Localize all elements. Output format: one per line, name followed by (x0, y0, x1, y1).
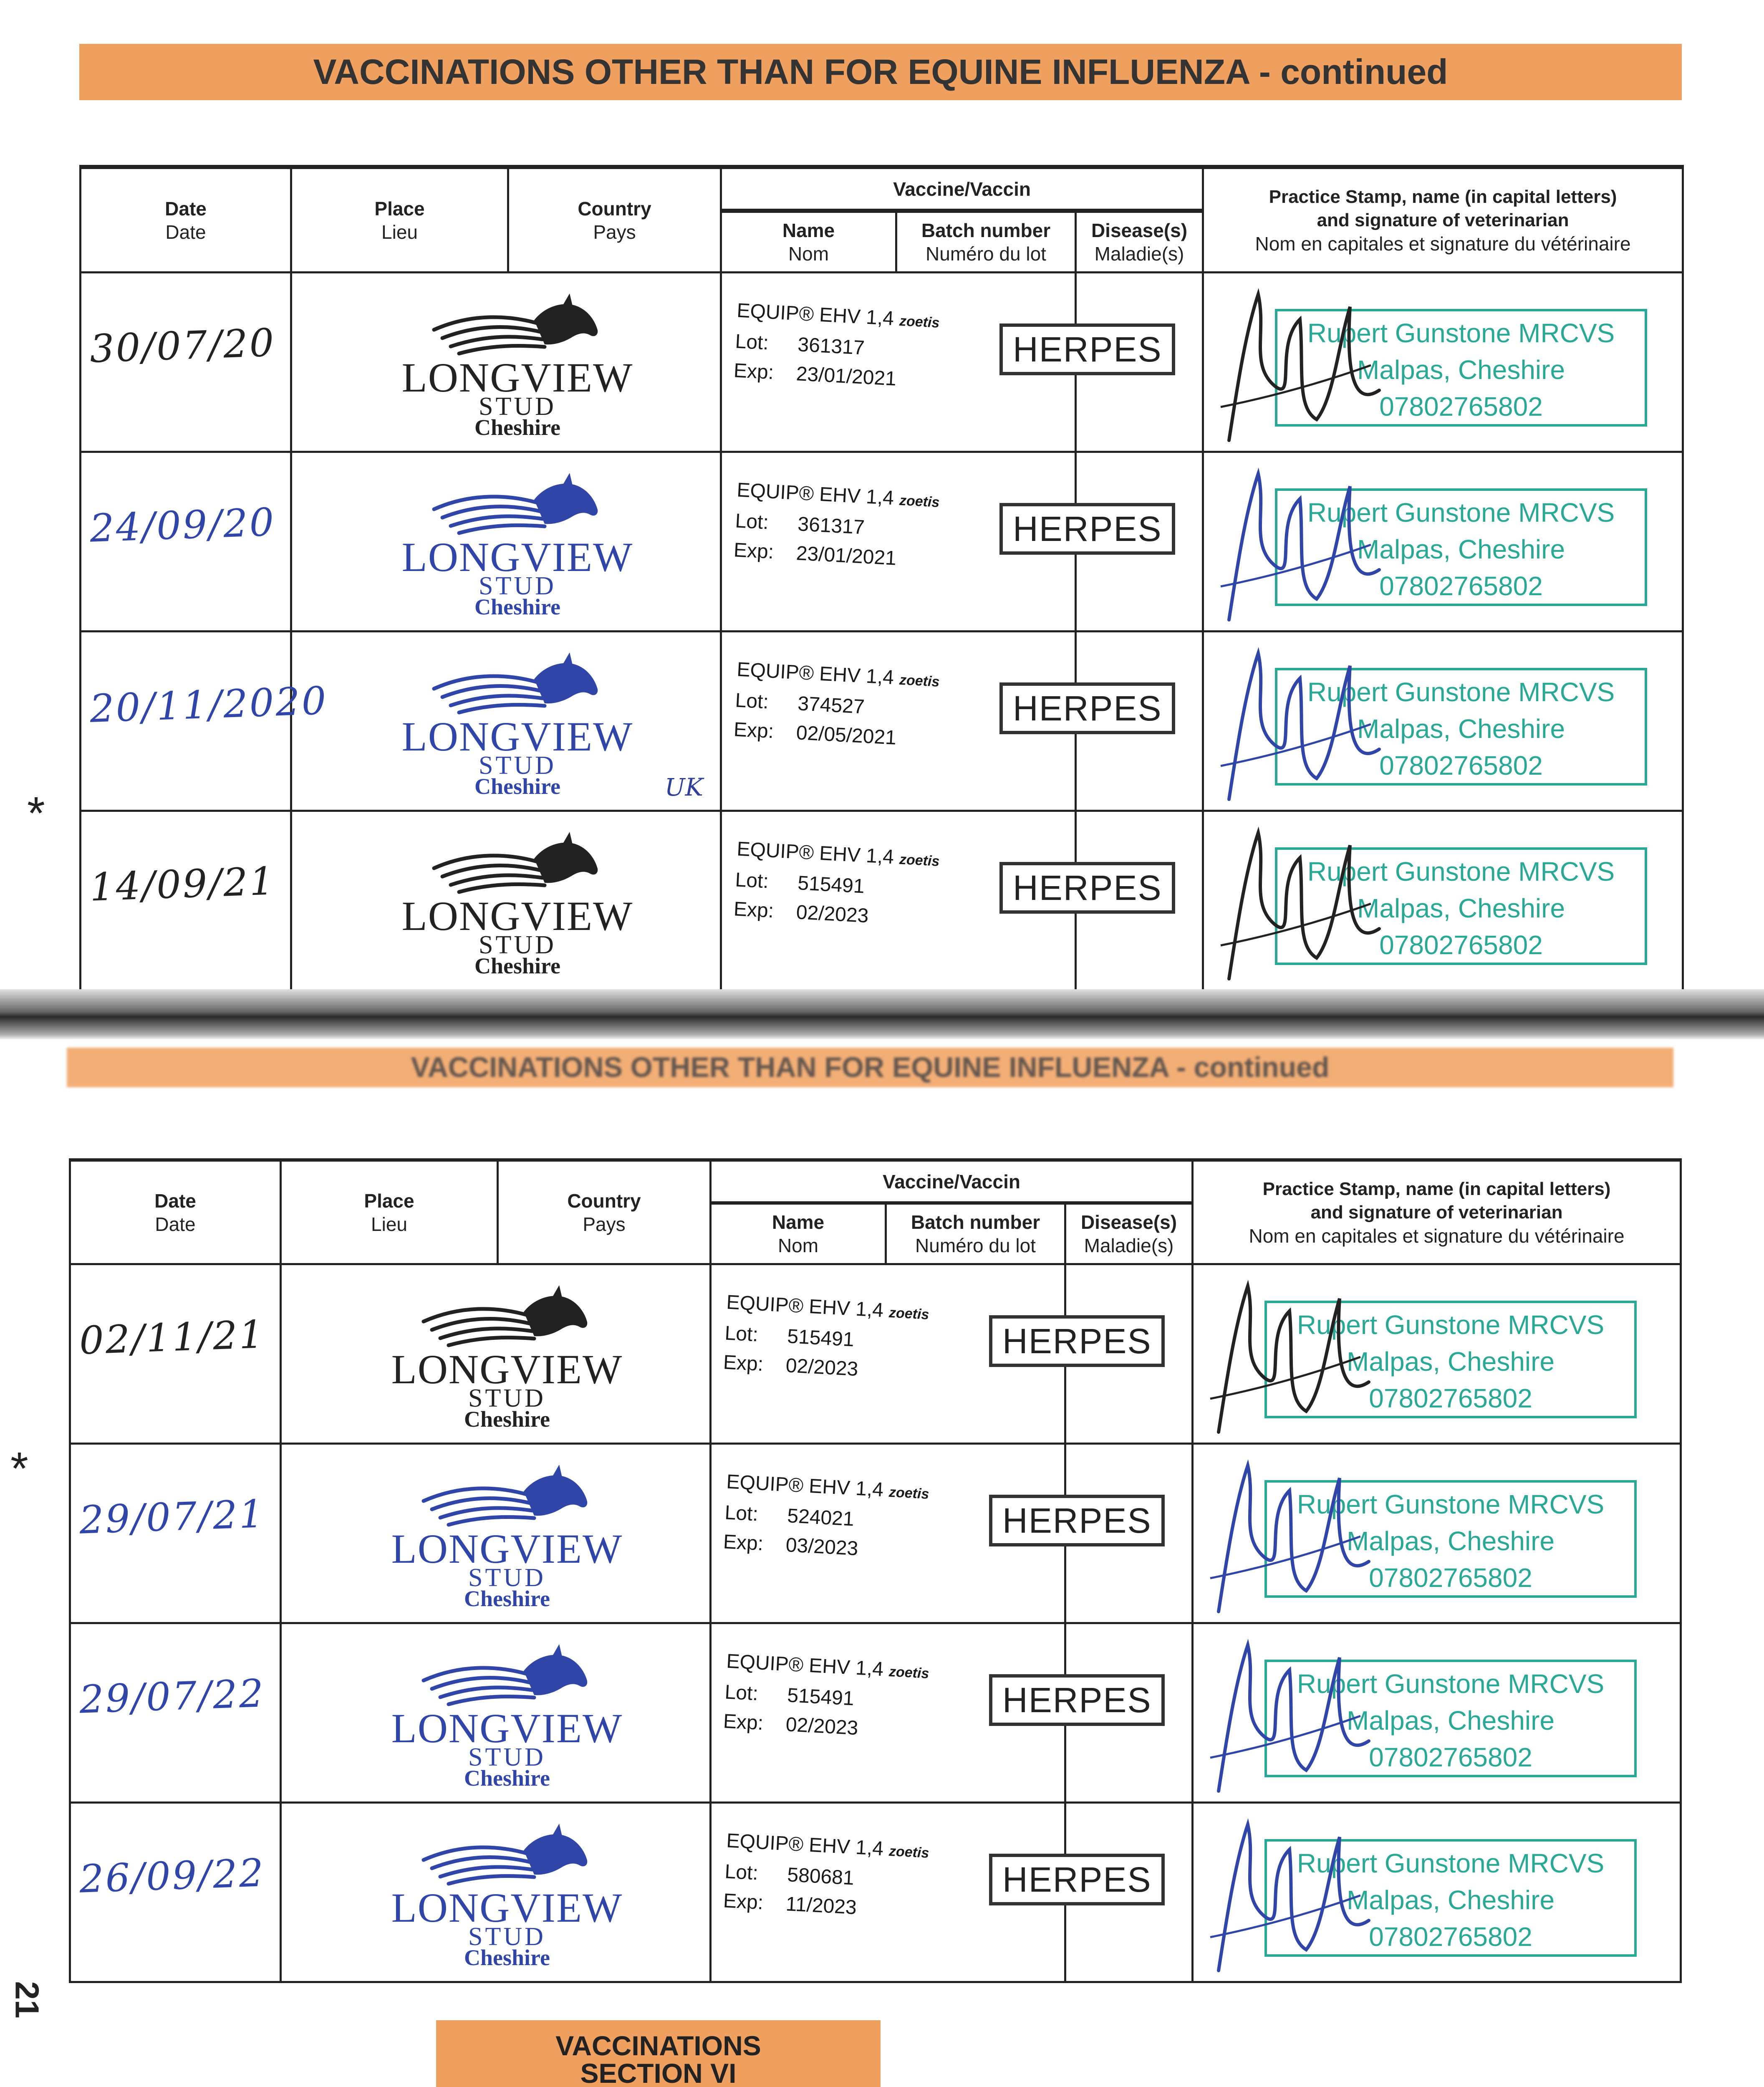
signature-icon (1202, 1632, 1377, 1799)
vaccine-name: EQUIP® EHV 1,4 (726, 1650, 884, 1681)
vet-place: Malpas, Cheshire (1357, 534, 1565, 564)
lot-value: 515491 (787, 1325, 855, 1351)
vet-place: Malpas, Cheshire (1347, 1347, 1555, 1377)
exp-value: 11/2023 (785, 1893, 858, 1919)
herpes-stamp: HERPES (999, 323, 1175, 375)
handwritten-date: 30/07/20 (89, 320, 276, 371)
handwritten-date: 29/07/21 (78, 1491, 266, 1543)
country-note: UK (664, 773, 703, 801)
signature-icon (1202, 1812, 1377, 1979)
vet-place: Malpas, Cheshire (1347, 1705, 1555, 1736)
lot-key: Lot: (724, 1501, 759, 1526)
vet-stamp-cell (1002, 1264, 1681, 1444)
date-cell (70, 1444, 281, 1623)
batch-number-header: Batch number Numéro du lot (886, 1203, 1065, 1264)
handwritten-date: 26/09/22 (78, 1850, 266, 1902)
vet-phone: 07802765802 (1379, 930, 1543, 960)
brand-zoetis: zoetis (888, 1843, 930, 1861)
herpes-stamp: HERPES (989, 1495, 1165, 1546)
longview-stud-stamp (390, 1282, 624, 1432)
vet-phone: 07802765802 (1379, 750, 1543, 781)
batch-number-header: Batch number Numéro du lot (896, 211, 1076, 273)
logo-line1: LONGVIEW (391, 1885, 623, 1931)
longview-stud-stamp (401, 649, 634, 799)
place-header: Place Lieu (291, 167, 508, 273)
logo-line3: Cheshire (464, 1766, 550, 1791)
brand-zoetis: zoetis (888, 1484, 930, 1502)
vet-phone: 07802765802 (1379, 571, 1543, 601)
vet-name: Rupert Gunstone MRCVS (1297, 1848, 1605, 1878)
vet-stamp-cell (1002, 1803, 1681, 1982)
practice-stamp-header: Practice Stamp, name (in capital letters) and signature of veterinarian Nom en capitales et signature du vétérinaire (1203, 167, 1683, 273)
vaccination-table-bottom (69, 1158, 1682, 1983)
date-cell (70, 1264, 281, 1444)
logo-line1: LONGVIEW (401, 354, 633, 401)
exp-key: Exp: (733, 359, 775, 384)
place-header: Place Lieu (281, 1160, 498, 1264)
signature-icon (1212, 641, 1388, 808)
asterisk-mark-bottom: * (10, 1443, 28, 1494)
logo-line3: Cheshire (474, 774, 560, 799)
lot-key: Lot: (724, 1860, 759, 1885)
vet-stamp-cell (1013, 811, 1683, 990)
vet-stamp-cell (1013, 452, 1683, 632)
page-number: 21 (8, 1981, 46, 2019)
herpes-stamp: HERPES (999, 862, 1175, 914)
logo-line1: LONGVIEW (391, 1346, 623, 1392)
vaccine-label-sticker (721, 1288, 977, 1413)
exp-key: Exp: (733, 539, 775, 563)
vet-name: Rupert Gunstone MRCVS (1307, 677, 1615, 707)
vet-phone: 07802765802 (1369, 1922, 1532, 1952)
place-country-cell (281, 1264, 711, 1444)
longview-stud-stamp (401, 470, 634, 619)
logo-line3: Cheshire (474, 953, 560, 978)
vaccine-label-sticker (732, 296, 987, 422)
exp-key: Exp: (722, 1351, 764, 1376)
horse-head-icon (415, 1641, 591, 1712)
herpes-stamp: HERPES (989, 1854, 1165, 1905)
vaccine-label-sticker (732, 834, 987, 960)
handwritten-date: 20/11/2020 (89, 678, 328, 731)
lot-value: 524021 (787, 1505, 855, 1531)
logo-line3: Cheshire (464, 1945, 550, 1970)
horse-head-icon (426, 649, 601, 720)
vet-stamp-cell (1002, 1444, 1681, 1623)
brand-zoetis: zoetis (888, 1304, 930, 1323)
exp-key: Exp: (733, 718, 775, 743)
exp-key: Exp: (733, 898, 775, 922)
vet-place: Malpas, Cheshire (1357, 893, 1565, 923)
exp-value: 02/2023 (785, 1713, 859, 1740)
logo-line2: STUD (479, 931, 556, 959)
longview-stud-stamp (401, 829, 634, 978)
place-country-cell (281, 1444, 711, 1623)
longview-stud-stamp (390, 1641, 624, 1791)
lot-key: Lot: (734, 869, 770, 893)
lot-key: Lot: (734, 689, 770, 713)
vet-name: Rupert Gunstone MRCVS (1297, 1669, 1605, 1699)
horse-head-icon (415, 1282, 591, 1353)
section-tab[interactable] (436, 2020, 881, 2087)
lot-value: 580681 (787, 1864, 855, 1890)
table-row (70, 1623, 1681, 1803)
asterisk-mark-top: * (27, 788, 45, 839)
lot-value: 374527 (797, 692, 865, 718)
vaccine-name: EQUIP® EHV 1,4 (726, 1471, 884, 1501)
exp-value: 23/01/2021 (795, 542, 897, 570)
longview-stud-stamp (390, 1820, 624, 1970)
vet-stamp-cell (1013, 632, 1683, 811)
page-gutter (0, 989, 1764, 1039)
lot-key: Lot: (724, 1322, 759, 1346)
signature-icon (1212, 282, 1388, 449)
date-cell (70, 1803, 281, 1982)
exp-value: 02/2023 (785, 1354, 859, 1381)
date-cell (81, 452, 291, 632)
vet-place: Malpas, Cheshire (1357, 714, 1565, 744)
vaccine-label-sticker (732, 655, 987, 781)
herpes-stamp: HERPES (989, 1674, 1165, 1726)
handwritten-date: 24/09/20 (89, 500, 276, 551)
logo-line1: LONGVIEW (391, 1526, 623, 1572)
vaccine-label-sticker (721, 1467, 977, 1593)
logo-line3: Cheshire (474, 415, 560, 440)
horse-head-icon (426, 290, 601, 361)
horse-head-icon (426, 829, 601, 899)
vaccine-header: Vaccine/Vaccin (721, 167, 1203, 211)
horse-head-icon (426, 470, 601, 541)
exp-key: Exp: (722, 1531, 764, 1555)
logo-line2: STUD (468, 1384, 546, 1412)
lot-key: Lot: (724, 1681, 759, 1705)
vaccine-name: EQUIP® EHV 1,4 (726, 1829, 884, 1860)
name-header: Name Nom (711, 1203, 886, 1264)
vaccine-label-sticker (732, 475, 987, 601)
logo-line1: LONGVIEW (401, 713, 633, 760)
lot-key: Lot: (734, 330, 770, 354)
disease-header: Disease(s) Maladie(s) (1076, 211, 1203, 273)
vaccine-header: Vaccine/Vaccin (711, 1160, 1193, 1203)
section-banner-top: VACCINATIONS OTHER THAN FOR EQUINE INFLUENZA - continued (79, 44, 1682, 100)
exp-key: Exp: (722, 1710, 764, 1735)
date-cell (81, 811, 291, 990)
exp-value: 03/2023 (785, 1534, 859, 1560)
logo-line1: LONGVIEW (391, 1705, 623, 1751)
signature-icon (1202, 1453, 1377, 1620)
date-header: Date Date (81, 167, 291, 273)
place-country-cell (291, 632, 721, 811)
place-country-cell (291, 452, 721, 632)
section-tab-line2: SECTION VI (580, 2058, 737, 2087)
logo-line1: LONGVIEW (401, 534, 633, 580)
logo-line2: STUD (479, 572, 556, 600)
vet-name: Rupert Gunstone MRCVS (1297, 1310, 1605, 1340)
vet-name: Rupert Gunstone MRCVS (1297, 1489, 1605, 1519)
section-tab-line1: VACCINATIONS (555, 2030, 761, 2061)
country-header: Country Pays (508, 167, 721, 273)
vet-name: Rupert Gunstone MRCVS (1307, 318, 1615, 348)
table-row (81, 811, 1683, 990)
table-body-bottom (70, 1264, 1681, 1982)
vet-phone: 07802765802 (1379, 392, 1543, 422)
table-row (70, 1264, 1681, 1444)
exp-key: Exp: (722, 1890, 764, 1914)
date-cell (70, 1623, 281, 1803)
logo-line3: Cheshire (464, 1407, 550, 1432)
herpes-stamp: HERPES (999, 503, 1175, 555)
lot-value: 515491 (797, 872, 865, 898)
exp-value: 02/05/2021 (795, 722, 897, 749)
vaccine-label-sticker (721, 1826, 977, 1952)
vet-phone: 07802765802 (1369, 1563, 1532, 1593)
logo-line2: STUD (468, 1923, 546, 1951)
vet-stamp-cell (1002, 1623, 1681, 1803)
lot-key: Lot: (734, 510, 770, 534)
vet-stamp-cell (1013, 273, 1683, 452)
vaccine-name: EQUIP® EHV 1,4 (736, 299, 895, 330)
handwritten-date: 29/07/22 (78, 1671, 266, 1722)
exp-value: 23/01/2021 (795, 363, 897, 390)
longview-stud-stamp (390, 1461, 624, 1611)
date-header: Date Date (70, 1160, 281, 1264)
section-banner-bottom: VACCINATIONS OTHER THAN FOR EQUINE INFLUENZA - continued (67, 1048, 1673, 1087)
lot-value: 361317 (797, 334, 865, 359)
logo-line2: STUD (468, 1564, 546, 1592)
table-row (70, 1803, 1681, 1982)
signature-icon (1202, 1273, 1377, 1440)
horse-head-icon (415, 1820, 591, 1891)
signature-icon (1212, 820, 1388, 987)
horse-head-icon (415, 1461, 591, 1532)
country-header: Country Pays (498, 1160, 711, 1264)
vaccine-name: EQUIP® EHV 1,4 (726, 1291, 884, 1322)
place-country-cell (291, 273, 721, 452)
herpes-stamp: HERPES (989, 1315, 1165, 1367)
vet-phone: 07802765802 (1369, 1383, 1532, 1413)
logo-line2: STUD (468, 1743, 546, 1771)
longview-stud-stamp (401, 290, 634, 440)
vet-place: Malpas, Cheshire (1347, 1885, 1555, 1915)
place-country-cell (291, 811, 721, 990)
logo-line3: Cheshire (464, 1586, 550, 1611)
practice-stamp-header: Practice Stamp, name (in capital letters) and signature of veterinarian Nom en capitales et signature du vétérinaire (1193, 1160, 1681, 1264)
name-header: Name Nom (721, 211, 896, 273)
brand-zoetis: zoetis (899, 672, 940, 690)
table-row (81, 273, 1683, 452)
vaccine-label-sticker (721, 1647, 977, 1772)
handwritten-date: 14/09/21 (89, 859, 276, 910)
vet-phone: 07802765802 (1369, 1742, 1532, 1772)
vet-place: Malpas, Cheshire (1357, 355, 1565, 385)
logo-line3: Cheshire (474, 594, 560, 619)
brand-zoetis: zoetis (888, 1663, 930, 1682)
date-cell (81, 273, 291, 452)
lot-value: 515491 (787, 1684, 855, 1710)
vet-name: Rupert Gunstone MRCVS (1307, 857, 1615, 887)
vaccination-table-top (79, 165, 1684, 991)
place-country-cell (281, 1803, 711, 1982)
vaccine-name: EQUIP® EHV 1,4 (736, 479, 895, 510)
vet-name: Rupert Gunstone MRCVS (1307, 498, 1615, 528)
table-row (81, 632, 1683, 811)
table-row (70, 1444, 1681, 1623)
table-body-top (81, 273, 1683, 990)
brand-zoetis: zoetis (899, 851, 940, 869)
table-row (81, 452, 1683, 632)
vaccine-name: EQUIP® EHV 1,4 (736, 658, 895, 689)
vet-place: Malpas, Cheshire (1347, 1526, 1555, 1556)
herpes-stamp: HERPES (999, 682, 1175, 734)
exp-value: 02/2023 (795, 901, 869, 927)
logo-line2: STUD (479, 751, 556, 780)
vaccine-name: EQUIP® EHV 1,4 (736, 838, 895, 869)
logo-line2: STUD (479, 392, 556, 421)
lot-value: 361317 (797, 513, 865, 539)
handwritten-date: 02/11/21 (78, 1312, 266, 1363)
brand-zoetis: zoetis (899, 492, 940, 510)
date-cell (81, 632, 328, 811)
brand-zoetis: zoetis (899, 313, 940, 331)
place-country-cell (281, 1623, 711, 1803)
signature-icon (1212, 461, 1388, 628)
disease-header: Disease(s) Maladie(s) (1065, 1203, 1193, 1264)
logo-line1: LONGVIEW (401, 893, 633, 939)
